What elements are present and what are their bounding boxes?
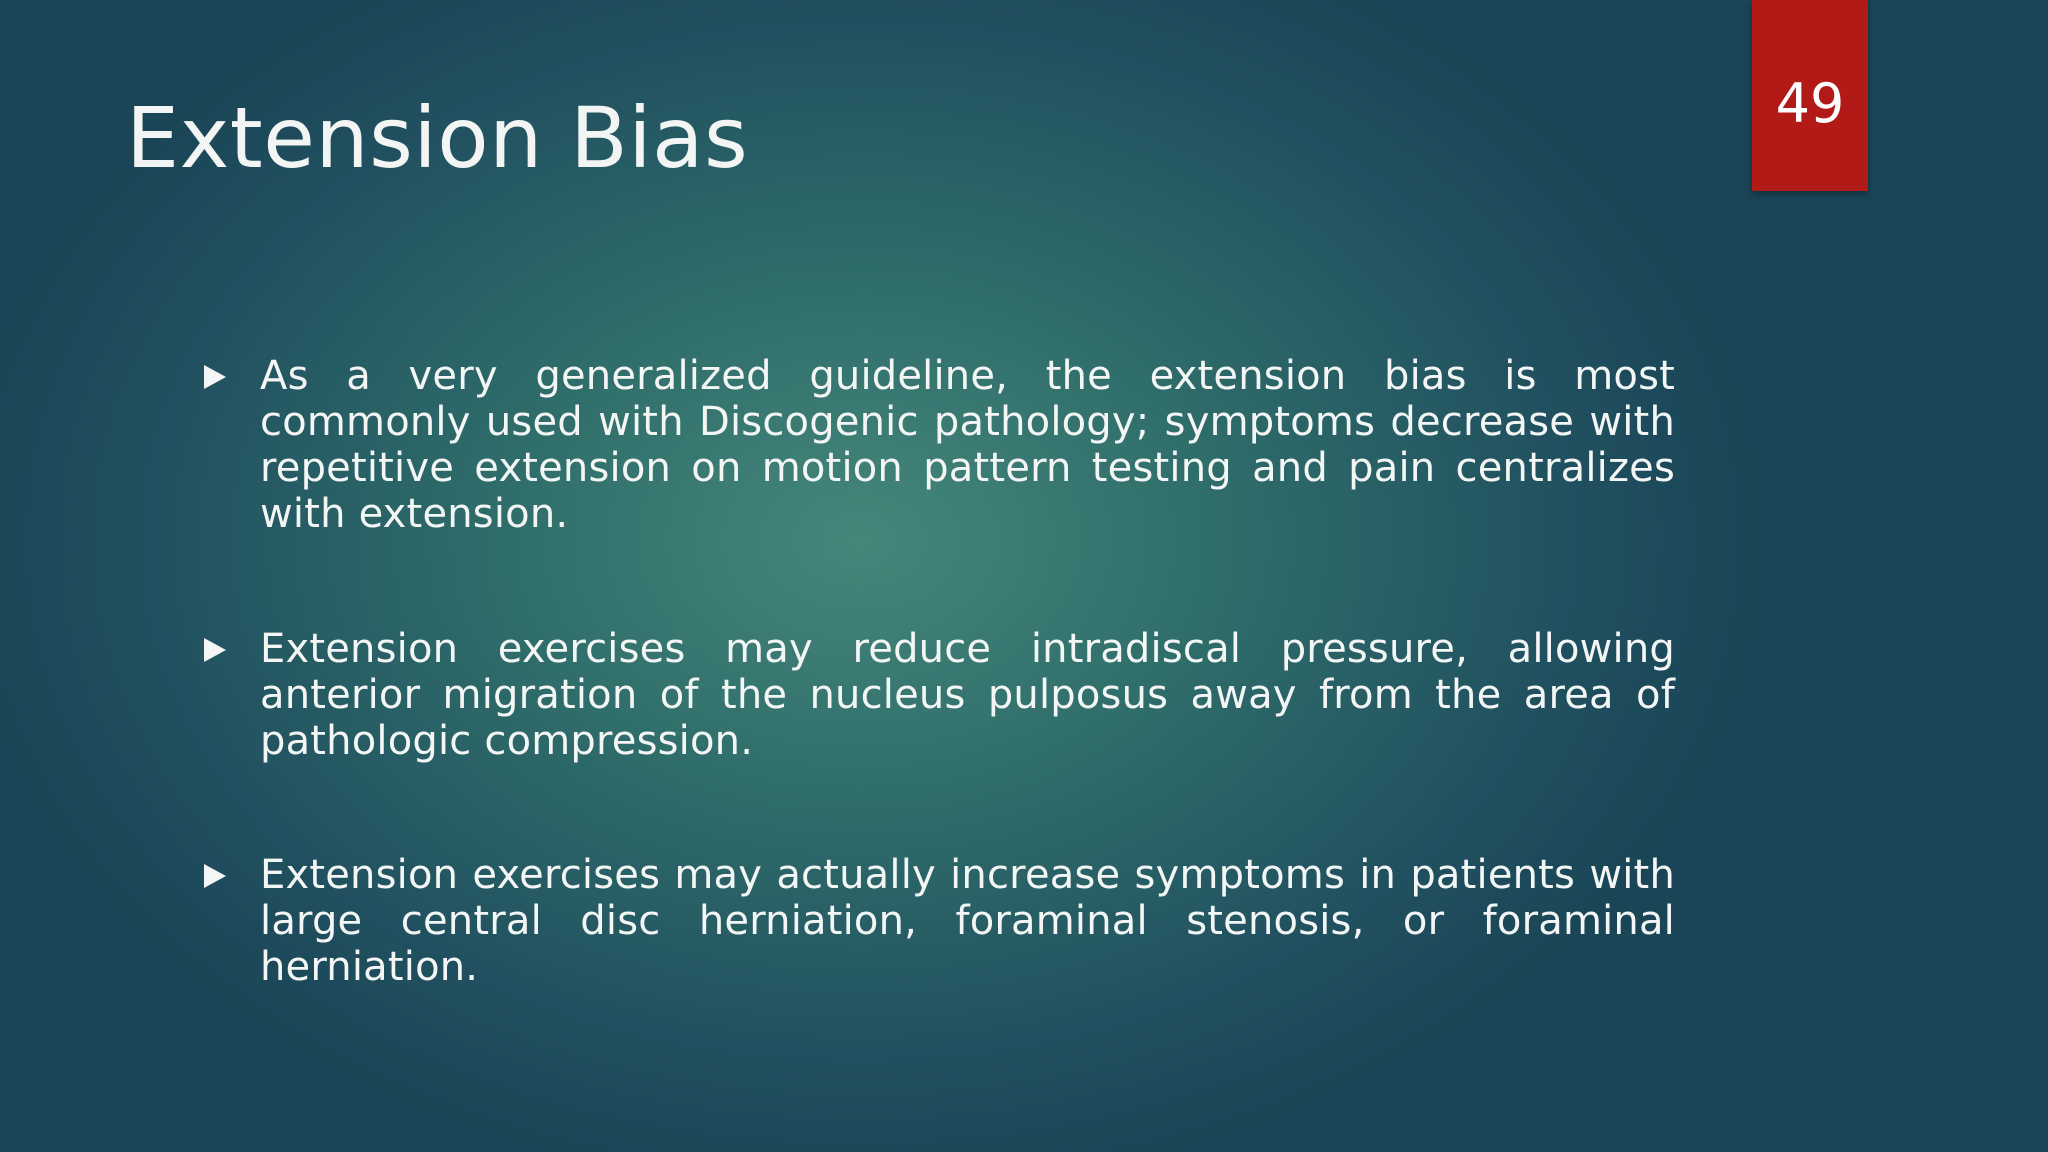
triangle-right-icon — [200, 852, 230, 898]
bullet-text: Extension exercises may actually increase symptoms in patients with large central disc herniation, foraminal stenosis, or foraminal herniation. — [260, 852, 1675, 990]
bullet-text: Extension exercises may reduce intradiscal pressure, allowing anterior migration of the nucleus pulposus away from the area of pathologic compression. — [260, 626, 1675, 764]
bullet-item — [200, 852, 1675, 990]
triangle-right-icon — [200, 626, 230, 672]
bullet-item — [200, 626, 1675, 764]
triangle-right-icon — [200, 353, 230, 399]
slide-title: Extension Bias — [126, 89, 749, 187]
page-number: 49 — [1775, 72, 1845, 135]
bullet-text: As a very generalized guideline, the extension bias is most commonly used with Discogenic pathology; symptoms decrease with repetitive extension on motion pattern testing and pain centralizes with extension. — [260, 353, 1675, 537]
bullet-item — [200, 353, 1675, 537]
page-number-tab — [1752, 0, 1868, 191]
